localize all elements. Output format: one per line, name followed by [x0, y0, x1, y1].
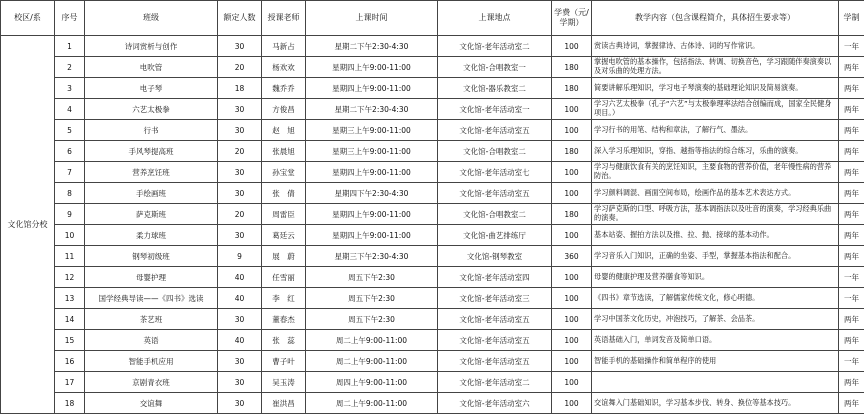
cell-quota: 30	[218, 309, 262, 330]
cell-quota: 30	[218, 162, 262, 183]
header-campus: 校区/系	[1, 1, 55, 36]
cell-time: 星期三上午9:00-11:00	[306, 120, 438, 141]
cell-time: 星期四上午9:00-11:00	[306, 78, 438, 99]
table-row	[1, 393, 864, 414]
cell-campus: 文化馆分校	[1, 36, 55, 414]
cell-class: 钢琴初级班	[85, 246, 218, 267]
cell-content	[592, 372, 839, 393]
cell-time: 周二上午9:00-11:00	[306, 351, 438, 372]
cell-quota: 40	[218, 267, 262, 288]
cell-term: 两年	[839, 330, 864, 351]
cell-time: 星期二下午2:30-4:30	[306, 99, 438, 120]
header-fee: 学费（元/学期）	[552, 1, 592, 36]
cell-place: 文化馆-老年活动室二	[438, 372, 552, 393]
cell-place: 文化馆-合唱教室二	[438, 141, 552, 162]
table-row	[1, 309, 864, 330]
table-row	[1, 351, 864, 372]
table-row	[1, 225, 864, 246]
cell-no: 11	[55, 246, 85, 267]
cell-no: 7	[55, 162, 85, 183]
cell-class: 行书	[85, 120, 218, 141]
cell-fee: 100	[552, 393, 592, 414]
cell-no: 6	[55, 141, 85, 162]
cell-content: 学习颜料调混、画面空间布局，绘画作品的基本艺术表达方式。	[592, 183, 839, 204]
table-row	[1, 183, 864, 204]
cell-place: 文化馆-曲艺排练厅	[438, 225, 552, 246]
cell-content: 掌握电吹管的基本操作，包括指法、转调、切换音色，学习跟随伴奏演奏以及对乐曲的处理方法。	[592, 57, 839, 78]
header-place: 上课地点	[438, 1, 552, 36]
cell-quota: 20	[218, 57, 262, 78]
cell-content: 英语基础入门，单词发音及简单口语。	[592, 330, 839, 351]
cell-class: 诗词赏析与创作	[85, 36, 218, 57]
cell-teacher: 曹子叶	[262, 351, 306, 372]
cell-term: 两年	[839, 204, 864, 225]
cell-teacher: 周雷臣	[262, 204, 306, 225]
cell-class: 母婴护理	[85, 267, 218, 288]
cell-time: 周五下午2:30	[306, 309, 438, 330]
cell-class: 柔力球班	[85, 225, 218, 246]
cell-no: 18	[55, 393, 85, 414]
cell-fee: 180	[552, 78, 592, 99]
cell-class: 茶艺班	[85, 309, 218, 330]
cell-teacher: 吴玉涛	[262, 372, 306, 393]
cell-quota: 9	[218, 246, 262, 267]
table-row	[1, 330, 864, 351]
cell-content: 交谊舞入门基础知识，学习基本步伐、转身、换位等基本技巧。	[592, 393, 839, 414]
table-row	[1, 120, 864, 141]
cell-class: 营养烹饪班	[85, 162, 218, 183]
cell-term: 两年	[839, 141, 864, 162]
cell-no: 1	[55, 36, 85, 57]
cell-teacher: 魏乔乔	[262, 78, 306, 99]
cell-term: 一年	[839, 36, 864, 57]
cell-content: 学习音乐入门知识，正确的坐姿、手型，掌握基本指法和配合。	[592, 246, 839, 267]
cell-time: 星期三上午9:00-11:00	[306, 141, 438, 162]
cell-fee: 100	[552, 183, 592, 204]
cell-quota: 40	[218, 330, 262, 351]
cell-place: 文化馆-老年活动室三	[438, 288, 552, 309]
cell-class: 交谊舞	[85, 393, 218, 414]
cell-content: 学习六艺太极拳（孔子“六艺”与太极拳理率法结合创编而成，国家全民健身项目。）	[592, 99, 839, 120]
cell-class: 智能手机应用	[85, 351, 218, 372]
cell-time: 星期四下午2:30-4:30	[306, 183, 438, 204]
cell-content: 智能手机的基础操作和简单程序的使用	[592, 351, 839, 372]
cell-no: 3	[55, 78, 85, 99]
header-no: 序号	[55, 1, 85, 36]
header-teacher: 授课老师	[262, 1, 306, 36]
table-row	[1, 267, 864, 288]
table-row	[1, 57, 864, 78]
cell-class: 国学经典导读——《四书》选读	[85, 288, 218, 309]
cell-content: 学习与健康饮食有关的烹饪知识，主要食物的营养价值，老年慢性病的营养防治。	[592, 162, 839, 183]
cell-class: 手绘画班	[85, 183, 218, 204]
cell-class: 六艺太极拳	[85, 99, 218, 120]
cell-quota: 30	[218, 393, 262, 414]
cell-quota: 40	[218, 288, 262, 309]
cell-no: 8	[55, 183, 85, 204]
cell-content: 《四书》章节选读，了解儒家传统文化，修心明德。	[592, 288, 839, 309]
header-quota: 额定人数	[218, 1, 262, 36]
cell-class: 电子琴	[85, 78, 218, 99]
cell-quota: 30	[218, 183, 262, 204]
cell-term: 两年	[839, 57, 864, 78]
cell-fee: 180	[552, 57, 592, 78]
cell-place: 文化馆-钢琴教室	[438, 246, 552, 267]
cell-teacher: 赵 旭	[262, 120, 306, 141]
cell-fee: 100	[552, 99, 592, 120]
cell-fee: 100	[552, 162, 592, 183]
cell-fee: 100	[552, 225, 592, 246]
cell-place: 文化馆-老年活动室五	[438, 120, 552, 141]
cell-term: 两年	[839, 99, 864, 120]
cell-term: 两年	[839, 309, 864, 330]
cell-quota: 30	[218, 372, 262, 393]
cell-fee: 180	[552, 141, 592, 162]
cell-place: 文化馆-老年活动室二	[438, 36, 552, 57]
cell-place: 文化馆-合唱教室二	[438, 204, 552, 225]
cell-quota: 20	[218, 141, 262, 162]
cell-class: 电吹管	[85, 57, 218, 78]
cell-term: 两年	[839, 225, 864, 246]
cell-quota: 30	[218, 351, 262, 372]
cell-fee: 100	[552, 120, 592, 141]
cell-place: 文化馆-老年活动室一	[438, 99, 552, 120]
cell-no: 16	[55, 351, 85, 372]
cell-no: 2	[55, 57, 85, 78]
cell-time: 周五下午2:30	[306, 288, 438, 309]
cell-teacher: 张 倩	[262, 183, 306, 204]
cell-no: 12	[55, 267, 85, 288]
cell-quota: 30	[218, 99, 262, 120]
table-row	[1, 162, 864, 183]
cell-class: 英语	[85, 330, 218, 351]
cell-time: 星期三下午2:30-4:30	[306, 246, 438, 267]
cell-no: 4	[55, 99, 85, 120]
cell-class: 手风琴提高班	[85, 141, 218, 162]
cell-term: 两年	[839, 246, 864, 267]
cell-content: 母婴的健康护理及营养膳食等知识。	[592, 267, 839, 288]
cell-term: 一年	[839, 351, 864, 372]
cell-time: 周五下午2:30	[306, 267, 438, 288]
cell-time: 星期四上午9:00-11:00	[306, 225, 438, 246]
header-term: 学制	[839, 1, 864, 36]
cell-fee: 100	[552, 309, 592, 330]
cell-place: 文化馆-老年活动室四	[438, 267, 552, 288]
cell-time: 星期四上午9:00-11:00	[306, 162, 438, 183]
cell-fee: 100	[552, 36, 592, 57]
table-row	[1, 372, 864, 393]
cell-place: 文化馆-老年活动室五	[438, 351, 552, 372]
cell-class: 萨克斯班	[85, 204, 218, 225]
table-row	[1, 141, 864, 162]
cell-teacher: 杨欢欢	[262, 57, 306, 78]
cell-content: 深入学习乐理知识，穿指、越指等指法的综合练习，乐曲的演奏。	[592, 141, 839, 162]
cell-teacher: 张 蕊	[262, 330, 306, 351]
cell-content: 赏读古典诗词，掌握律诗、古体诗、词的写作常识。	[592, 36, 839, 57]
cell-teacher: 崔洪昌	[262, 393, 306, 414]
cell-quota: 30	[218, 36, 262, 57]
cell-fee: 180	[552, 204, 592, 225]
cell-fee: 100	[552, 267, 592, 288]
cell-no: 10	[55, 225, 85, 246]
header-class: 班级	[85, 1, 218, 36]
cell-no: 14	[55, 309, 85, 330]
cell-teacher: 李 红	[262, 288, 306, 309]
table-row	[1, 99, 864, 120]
cell-term: 两年	[839, 78, 864, 99]
cell-term: 两年	[839, 120, 864, 141]
cell-teacher: 展 蔚	[262, 246, 306, 267]
cell-class: 京剧青衣班	[85, 372, 218, 393]
table-row	[1, 288, 864, 309]
cell-content: 基本站姿、握拍方法以及推、拉、抛、接球的基本动作。	[592, 225, 839, 246]
cell-place: 文化馆-老年活动室六	[438, 393, 552, 414]
cell-quota: 18	[218, 78, 262, 99]
table-row	[1, 204, 864, 225]
cell-no: 9	[55, 204, 85, 225]
cell-teacher: 张晨旭	[262, 141, 306, 162]
cell-fee: 360	[552, 246, 592, 267]
cell-no: 5	[55, 120, 85, 141]
cell-no: 17	[55, 372, 85, 393]
cell-place: 文化馆-老年活动室五	[438, 309, 552, 330]
cell-place: 文化馆-老年活动室五	[438, 183, 552, 204]
cell-teacher: 葛廷云	[262, 225, 306, 246]
header-row	[1, 1, 864, 36]
cell-quota: 30	[218, 120, 262, 141]
cell-teacher: 方俊昌	[262, 99, 306, 120]
cell-time: 周四上午9:00-11:00	[306, 372, 438, 393]
cell-fee: 100	[552, 330, 592, 351]
table-row	[1, 246, 864, 267]
cell-place: 文化馆-器乐教室二	[438, 78, 552, 99]
cell-term: 一年	[839, 267, 864, 288]
cell-content: 学习中国茶文化历史，冲泡技巧，了解茶、会品茶。	[592, 309, 839, 330]
cell-time: 星期二下午2:30-4:30	[306, 36, 438, 57]
cell-content: 简要讲解乐理知识，学习电子琴演奏的基础理论知识及简易演奏。	[592, 78, 839, 99]
cell-time: 星期四上午9:00-11:00	[306, 204, 438, 225]
cell-term: 两年	[839, 393, 864, 414]
header-content: 教学内容（包含课程简介，具体招生要求等）	[592, 1, 839, 36]
cell-fee: 100	[552, 351, 592, 372]
cell-time: 星期四上午9:00-11:00	[306, 57, 438, 78]
cell-teacher: 任雪丽	[262, 267, 306, 288]
cell-content: 学习行书的用笔、结构和章法，了解行气、墨法。	[592, 120, 839, 141]
table-row	[1, 78, 864, 99]
cell-no: 13	[55, 288, 85, 309]
cell-term: 一年	[839, 288, 864, 309]
header-time: 上课时间	[306, 1, 438, 36]
cell-teacher: 马新占	[262, 36, 306, 57]
cell-term: 两年	[839, 183, 864, 204]
cell-time: 周二上午9:00-11:00	[306, 393, 438, 414]
cell-term: 两年	[839, 162, 864, 183]
cell-time: 周二上午9:00-11:00	[306, 330, 438, 351]
cell-teacher: 董春杰	[262, 309, 306, 330]
cell-fee: 100	[552, 288, 592, 309]
table-row	[1, 36, 864, 57]
cell-fee: 100	[552, 372, 592, 393]
cell-term: 两年	[839, 372, 864, 393]
cell-no: 15	[55, 330, 85, 351]
cell-place: 文化馆-老年活动室五	[438, 330, 552, 351]
cell-place: 文化馆-老年活动室七	[438, 162, 552, 183]
cell-content: 学习萨克斯的口型、呼吸方法，基本调指法以及吐音的演奏，学习经典乐曲的演奏。	[592, 204, 839, 225]
cell-quota: 30	[218, 225, 262, 246]
cell-teacher: 孙宝堂	[262, 162, 306, 183]
table-body	[1, 36, 864, 414]
cell-quota: 20	[218, 204, 262, 225]
cell-place: 文化馆-合唱教室一	[438, 57, 552, 78]
